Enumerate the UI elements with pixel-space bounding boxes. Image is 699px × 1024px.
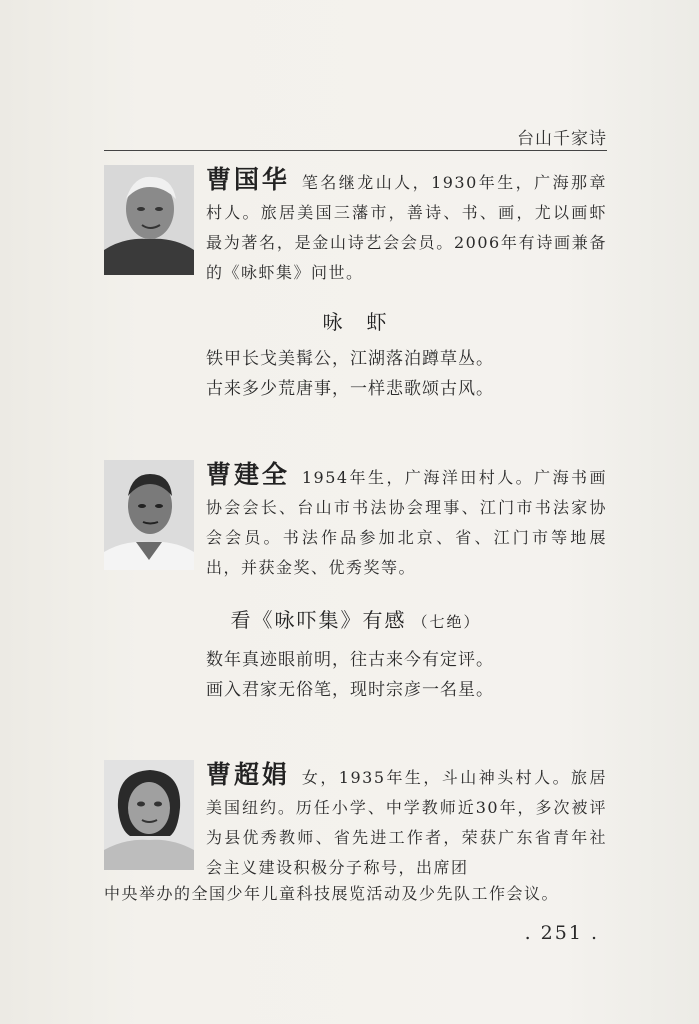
entry-cao-chaojuan [104, 760, 607, 880]
poem-line: 铁甲长戈美髯公，江湖落泊蹲草丛。 [206, 349, 494, 369]
poem-body [206, 344, 494, 404]
poem-title-text: 看《咏吓集》有感 [230, 608, 407, 632]
bio-text [206, 165, 607, 288]
portrait-photo [104, 460, 194, 570]
bio-continuation: 中央举办的全国少年儿童科技展览活动及少先队工作会议。 [104, 884, 560, 903]
portrait-elderly-man-icon [104, 165, 194, 275]
portrait-man-icon [104, 460, 194, 570]
bio-text [206, 760, 607, 883]
poem-title [104, 604, 607, 633]
poem-form: （七绝） [412, 613, 481, 631]
entry-cao-jianquan [104, 460, 607, 580]
bio-body: 女，1935年生，斗山神头村人。旅居美国纽约。历任小学、中学教师近30年，多次被评为县优秀教师、省先进工作者，荣获广东省青年社会主义建设积极分子称号，出席团 [206, 768, 607, 877]
poem-title-text: 咏 虾 [322, 310, 389, 334]
entry-cao-guohua [104, 165, 607, 285]
portrait-woman-icon [104, 760, 194, 870]
poem-title [104, 306, 607, 335]
header-rule [104, 150, 607, 151]
person-name: 曹超娟 [206, 760, 290, 789]
person-name: 曹国华 [206, 165, 290, 194]
running-header: 台山千家诗 [517, 129, 607, 149]
poem-line: 古来多少荒唐事，一样悲歌颂古风。 [206, 379, 494, 399]
bio-text [206, 460, 607, 583]
portrait-photo [104, 165, 194, 275]
portrait-photo [104, 760, 194, 870]
page-number: . 251 . [524, 922, 599, 944]
bio-body: 1954年生，广海洋田村人。广海书画协会会长、台山市书法协会理事、江门市书法家协会会员。书法作品参加北京、省、江门市等地展出，并获金奖、优秀奖等。 [206, 468, 607, 577]
person-name: 曹建全 [206, 460, 290, 489]
bio-body: 笔名继龙山人，1930年生，广海那章村人。旅居美国三藩市，善诗、书、画，尤以画虾最为著名，是金山诗艺会会员。2006年有诗画兼备的《咏虾集》问世。 [206, 173, 607, 282]
poem-line: 画入君家无俗笔，现时宗彦一名星。 [206, 680, 494, 700]
poem-body [206, 645, 494, 705]
poem-line: 数年真迹眼前明，往古来今有定评。 [206, 650, 494, 670]
